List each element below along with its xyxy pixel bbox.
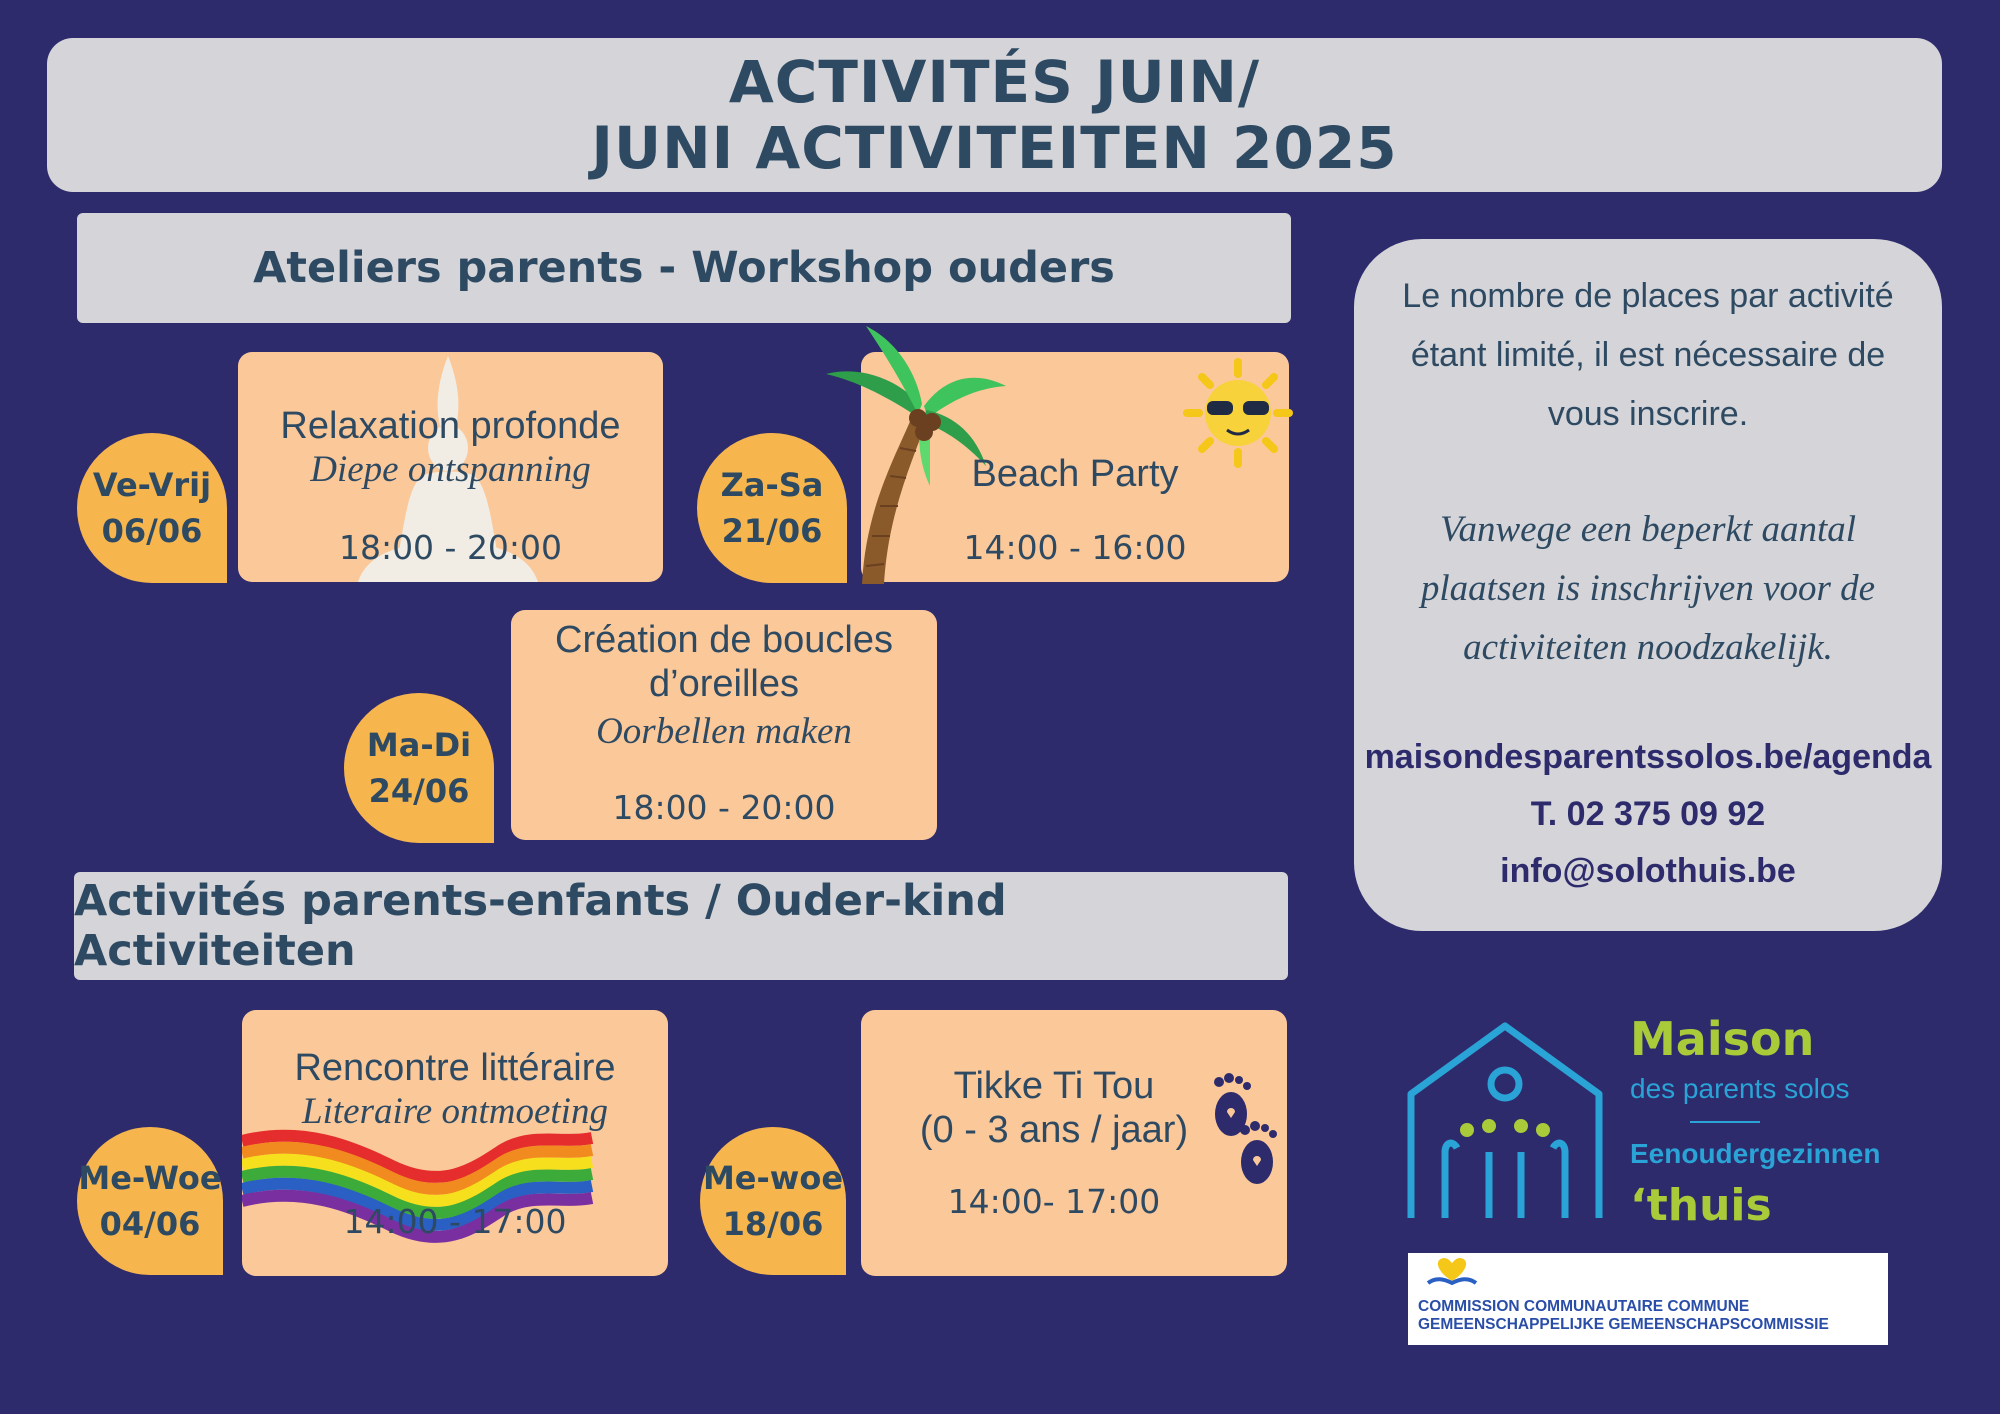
title-line-2: JUNI ACTIVITEITEN 2025	[591, 114, 1398, 182]
title-banner	[47, 38, 1942, 192]
logo-thuis: ‘thuis	[1630, 1180, 1772, 1231]
badge-date: 06/06	[101, 512, 203, 550]
event-time: 14:00 - 17:00	[343, 1202, 567, 1241]
badge-day: Me-Woe	[78, 1159, 222, 1197]
logo-divider	[1690, 1121, 1760, 1123]
event-title-line-2: d’oreilles	[649, 663, 799, 705]
event-time: 18:00 - 20:00	[338, 528, 563, 567]
date-badge-relaxation	[77, 433, 227, 583]
info-fr-line-3: vous inscrire.	[1547, 395, 1749, 433]
badge-date: 04/06	[99, 1205, 201, 1243]
logo-fr-subtitle: des parents solos	[1630, 1073, 1850, 1104]
badge-date: 24/06	[368, 772, 470, 810]
website-link[interactable]: maisondesparentssolos.be/agenda	[1364, 738, 1932, 776]
event-title: Rencontre littéraire	[294, 1047, 616, 1089]
info-box	[1354, 239, 1942, 931]
section-parents-workshops: Ateliers parents - Workshop ouders	[77, 213, 1291, 323]
event-title: Relaxation profonde	[280, 405, 621, 447]
event-card-earrings[interactable]	[511, 610, 937, 840]
badge-day: Ma-Di	[366, 726, 472, 764]
event-title-line-1: Création de boucles	[555, 619, 893, 661]
commission-line-1: COMMISSION COMMUNAUTAIRE COMMUNE	[1418, 1298, 1750, 1315]
info-fr-line-1: Le nombre de places par activité	[1402, 277, 1894, 315]
date-badge-earrings	[344, 693, 494, 843]
title-line-1: ACTIVITÉS JUIN/	[728, 48, 1261, 116]
logo-maison: Maison	[1630, 1012, 1815, 1066]
info-nl-line-2: plaatsen is inschrijven voor de	[1420, 568, 1876, 609]
date-badge-beach	[697, 433, 847, 583]
info-fr-line-2: étant limité, il est nécessaire de	[1410, 336, 1886, 374]
badge-date: 21/06	[721, 512, 823, 550]
event-card-literary[interactable]	[242, 1010, 668, 1276]
date-badge-literary	[77, 1127, 223, 1275]
date-badge-tikke	[700, 1127, 846, 1275]
section-parent-child-activities: Activités parents-enfants / Ouder-kind Activiteiten	[74, 872, 1288, 980]
event-time: 14:00 - 16:00	[963, 528, 1187, 567]
info-nl-line-3: activiteiten noodzakelijk.	[1463, 627, 1833, 668]
commission-logo	[1408, 1253, 1888, 1345]
badge-date: 18/06	[722, 1205, 824, 1243]
event-title: Tikke Ti Tou	[953, 1065, 1155, 1107]
event-subtitle: Literaire ontmoeting	[302, 1091, 608, 1132]
heart-logo-icon	[1426, 1255, 1478, 1285]
event-subtitle: Oorbellen maken	[596, 711, 852, 752]
event-title: Beach Party	[971, 453, 1179, 495]
commission-line-2: GEMEENSCHAPPELIJKE GEMEENSCHAPSCOMMISSIE	[1418, 1316, 1829, 1333]
phone-number[interactable]: T. 02 375 09 92	[1530, 795, 1766, 833]
house-logo-icon	[1405, 1022, 1605, 1222]
badge-day: Za-Sa	[720, 466, 824, 504]
email-link[interactable]: info@solothuis.be	[1500, 852, 1796, 890]
event-card-relaxation[interactable]	[238, 352, 663, 582]
badge-day: Ve-Vrij	[92, 466, 212, 504]
logo-nl-subtitle: Eenoudergezinnen	[1630, 1138, 1881, 1169]
info-nl-line-1: Vanwege een beperkt aantal	[1439, 509, 1857, 550]
badge-day: Me-woe	[702, 1159, 844, 1197]
event-time: 18:00 - 20:00	[612, 788, 836, 827]
event-time: 14:00- 17:00	[947, 1182, 1161, 1221]
event-card-tikke[interactable]	[861, 1010, 1287, 1276]
rainbow-flag-icon	[242, 1120, 602, 1270]
event-subtitle: (0 - 3 ans / jaar)	[919, 1109, 1189, 1151]
event-subtitle: Diepe ontspanning	[310, 449, 591, 490]
